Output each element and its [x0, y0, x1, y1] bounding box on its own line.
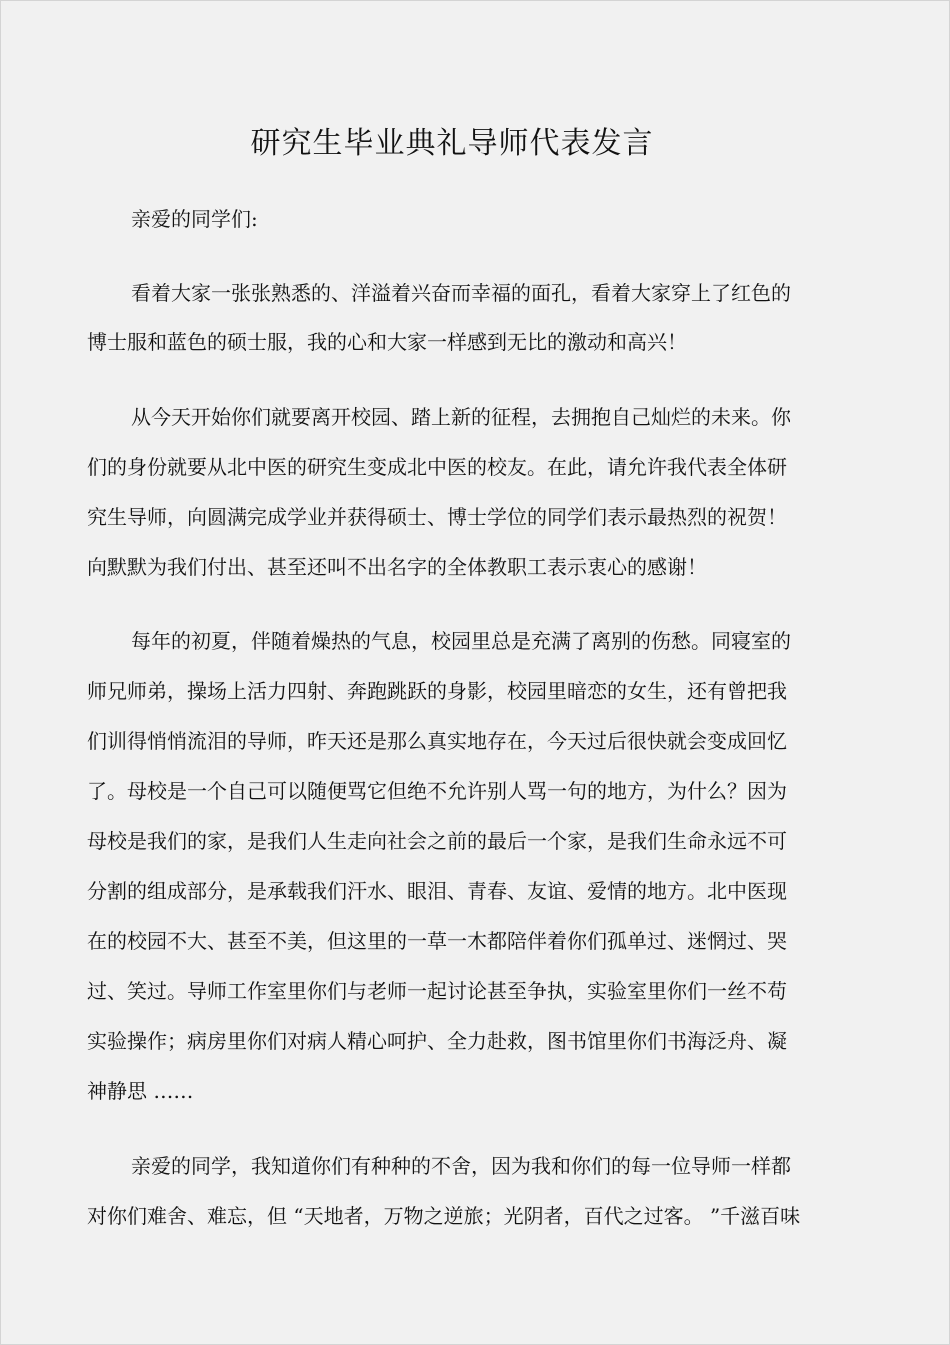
paragraph-3-line-2: 师兄师弟，操场上活力四射、奔跑跳跃的身影，校园里暗恋的女生，还有曾把我: [87, 679, 787, 703]
document-title: 研究生毕业典礼导师代表发言: [250, 126, 654, 161]
paragraph-3-line-3: 们训得悄悄流泪的导师，昨天还是那么真实地存在，今天过后很快就会变成回忆: [87, 729, 787, 753]
paragraph-2-line-2: 们的身份就要从北中医的研究生变成北中医的校友。在此，请允许我代表全体研: [87, 455, 787, 479]
paragraph-2-line-4: 向默默为我们付出、甚至还叫不出名字的全体教职工表示衷心的感谢！: [87, 555, 707, 579]
paragraph-3-line-5: 母校是我们的家，是我们人生走向社会之前的最后一个家，是我们生命永远不可: [87, 829, 787, 853]
paragraph-3-line-10: 神静思 ……: [87, 1079, 194, 1103]
paragraph-4-line-2: 对你们难舍、难忘，但 “天地者，万物之逆旅；光阴者，百代之过客。 ”千滋百味: [87, 1204, 801, 1228]
paragraph-3-line-1: 每年的初夏，伴随着燥热的气息，校园里总是充满了离别的伤愁。同寝室的: [131, 629, 791, 653]
paragraph-2-line-1: 从今天开始你们就要离开校园、踏上新的征程，去拥抱自己灿烂的未来。你: [131, 405, 791, 429]
paragraph-3-line-4: 了。母校是一个自己可以随便骂它但绝不允许别人骂一句的地方，为什么？因为: [87, 779, 787, 803]
greeting: 亲爱的同学们:: [131, 207, 258, 231]
paragraph-1-line-1: 看着大家一张张熟悉的、洋溢着兴奋而幸福的面孔，看着大家穿上了红色的: [131, 281, 791, 305]
paragraph-4-line-1: 亲爱的同学，我知道你们有种种的不舍，因为我和你们的每一位导师一样都: [131, 1154, 791, 1178]
paragraph-3-line-9: 实验操作；病房里你们对病人精心呵护、全力赴救，图书馆里你们书海泛舟、凝: [87, 1029, 787, 1053]
paragraph-3-line-7: 在的校园不大、甚至不美，但这里的一草一木都陪伴着你们孤单过、迷惘过、哭: [87, 929, 787, 953]
paragraph-3-line-8: 过、笑过。导师工作室里你们与老师一起讨论甚至争执，实验室里你们一丝不苟: [87, 979, 787, 1003]
paragraph-1-line-2: 博士服和蓝色的硕士服，我的心和大家一样感到无比的激动和高兴！: [87, 330, 687, 354]
paragraph-3-line-6: 分割的组成部分，是承载我们汗水、眼泪、青春、友谊、爱情的地方。北中医现: [87, 879, 787, 903]
paragraph-2-line-3: 究生导师，向圆满完成学业并获得硕士、博士学位的同学们表示最热烈的祝贺！: [87, 505, 787, 529]
